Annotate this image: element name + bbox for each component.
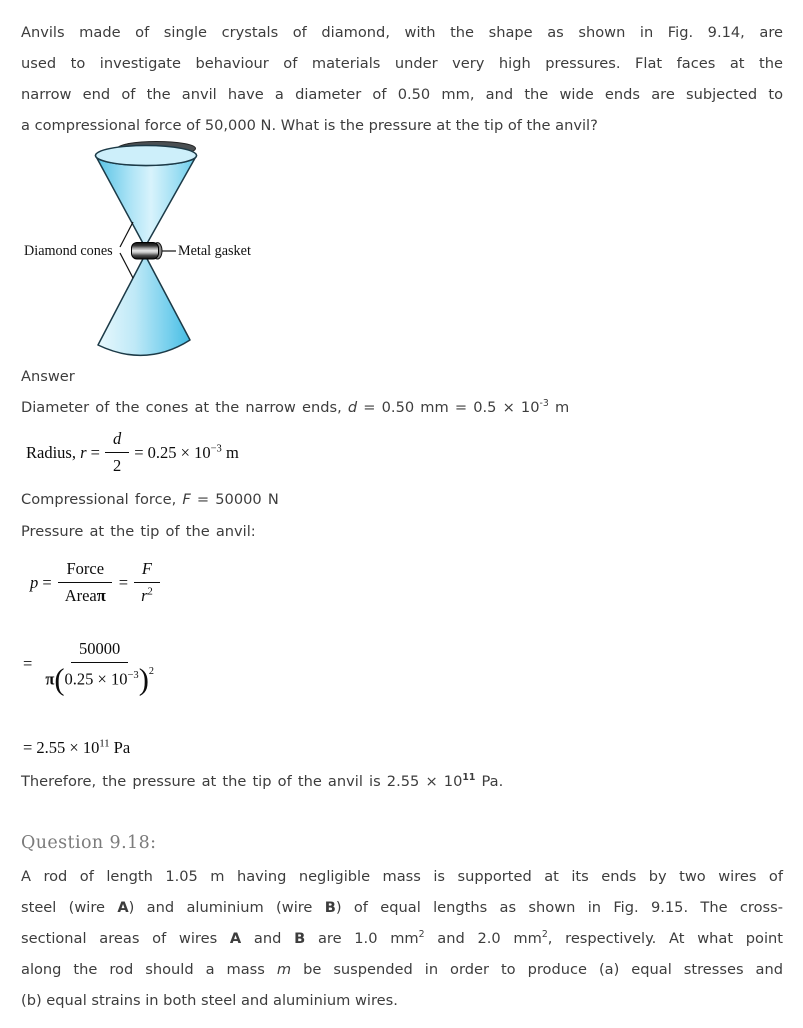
figure-label-metal-gasket: Metal gasket	[178, 243, 251, 259]
equation-lead: Radius, r =	[26, 442, 100, 462]
diamond-cone-bottom	[98, 255, 190, 355]
diameter-line: Diameter of the cones at the narrow ends, d = 0.50 mm = $0.5 \times 10^{-3}$ m	[21, 398, 570, 416]
equation-radius	[26, 428, 239, 477]
text-line: steel (wire A) and aluminium (wire B) of equal lengths as shown in Fig. 9.15. The cross-	[21, 899, 783, 916]
metal-gasket	[132, 243, 159, 260]
equation-result	[23, 738, 130, 758]
text-line: narrow end of the anvil have a diameter of 0.50 mm, and the wide ends are subjected to	[21, 86, 783, 103]
force-line: Compressional force, F = 50000 N	[21, 491, 279, 508]
fraction	[105, 428, 129, 477]
question-918-paragraph	[21, 861, 783, 1016]
fraction-denominator: $r^2$	[141, 586, 153, 605]
pressure-line: Pressure at the tip of the anvil:	[21, 523, 256, 540]
equation-pressure	[30, 558, 166, 607]
text-line: along the rod should a mass m be suspended in order to produce (a) equal stresses and	[21, 961, 783, 978]
fraction	[57, 558, 114, 607]
text-line: (b) equal strains in both steel and aluminium wires.	[21, 992, 398, 1009]
equation-lead: p =	[30, 572, 52, 592]
question-918-heading: Question 9.18:	[21, 833, 157, 853]
text-line: Anvils made of single crystals of diamond, with the shape as shown in Fig. 9.14, are	[21, 24, 783, 41]
equation-calculation	[23, 638, 167, 697]
fraction-numerator: d	[105, 428, 129, 453]
fraction	[133, 558, 161, 607]
text-line: sectional areas of wires A and B are 1.0 $mm^2$ and 2.0 $mm^2$, respectively. At what point	[21, 929, 783, 947]
fraction-numerator: Force	[58, 558, 112, 583]
fraction-denominator: 2	[112, 456, 122, 475]
text-line: a compressional force of 50,000 N. What is the pressure at the tip of the anvil?	[21, 117, 598, 134]
equation-text: = $2.55 \times 10^{11}$ Pa	[23, 738, 131, 757]
diamond-cone-top	[96, 156, 197, 248]
text-line: used to investigate behaviour of materials under very high pressures. Flat faces at the	[21, 55, 783, 72]
answer-label: Answer	[21, 368, 75, 385]
fraction-denominator: Areaπ	[64, 586, 106, 605]
fraction-numerator: 50000	[71, 638, 128, 663]
fraction-denominator: $\pi(0.25 \times 10^{-3})^2$	[45, 662, 154, 697]
equation-tail: = $0.25 \times 10^{-3}$ m	[134, 442, 239, 462]
equation-mid: =	[118, 572, 129, 592]
anvil-top-face	[96, 146, 197, 166]
question-917-paragraph	[21, 17, 783, 141]
figure-label-diamond-cones: Diamond cones	[24, 243, 113, 259]
fraction	[37, 638, 162, 697]
figure-diamond-anvil	[20, 138, 280, 362]
conclusion-line: Therefore, the pressure at the tip of the anvil is $2.55 \times 10^{11}$ Pa.	[21, 772, 504, 790]
equation-lead: =	[23, 654, 33, 674]
fraction-numerator: F	[134, 558, 160, 583]
text-line: A rod of length 1.05 m having negligible mass is supported at its ends by two wires of	[21, 868, 783, 885]
